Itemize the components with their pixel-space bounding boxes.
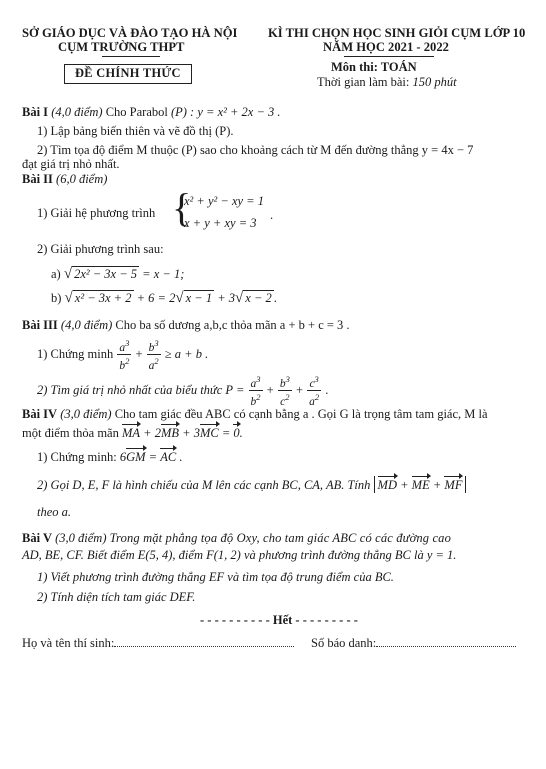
candidate-name-line xyxy=(22,636,294,651)
problem-3-points: (4,0 điểm) xyxy=(60,318,113,332)
part-b-mid: + 6 = 2 xyxy=(136,291,176,305)
q1-tail: ≥ a + b . xyxy=(164,346,209,361)
q1-lead: 1) Chứng minh: xyxy=(37,450,117,464)
end-marker: - - - - - - - - - - Hết - - - - - - - - - xyxy=(200,613,358,627)
system-equation-2: x + y + xy = 3 xyxy=(184,216,257,230)
problem-3-question-2 xyxy=(37,373,328,408)
problem-1-equation: (P) : y = x² + 2x − 3 . xyxy=(170,105,281,119)
sqrt-symbol: √ xyxy=(235,290,244,306)
fraction-c3-a2: $\frac{c^3}{a^2}$ xyxy=(309,374,320,408)
problem-1-question-1: 1) Lập bảng biến thiên và vẽ đồ thị (P). xyxy=(37,124,234,138)
q1-lead: 1) Chứng minh xyxy=(37,346,114,361)
problem-5-title: Bài V xyxy=(22,531,52,545)
problem-4-points: (3,0 điểm) xyxy=(60,407,112,421)
q2-lead: 2) Gọi D, E, F là hình chiếu của M lên các cạnh BC, CA, AB. Tính xyxy=(37,478,371,492)
department-line-1: SỞ GIÁO DỤC VÀ ĐÀO TẠO HÀ NỘI xyxy=(22,26,238,40)
problem-4-title: Bài IV xyxy=(22,407,58,421)
vector-equation: MA + 2MB + 3MC = 0. xyxy=(121,426,243,440)
sqrt-symbol: √ xyxy=(63,266,73,282)
part-a-rest: = x − 1; xyxy=(142,267,185,281)
condition-lead: một điểm thỏa mãn xyxy=(22,426,119,440)
problem-4-intro: Cho tam giác đều ABC có cạnh bằng a . Gọi G là trọng tâm tam giác, M là xyxy=(114,407,488,421)
sqrt-symbol: √ xyxy=(175,290,184,306)
plus-sign: + xyxy=(266,382,274,397)
part-b-label: b) xyxy=(51,291,62,305)
exam-title-underline xyxy=(344,56,434,57)
problem-4-question-2-cont: theo a. xyxy=(37,505,72,519)
problem-3-title: Bài III xyxy=(22,318,58,332)
system-equation-1: x² + y² − xy = 1 xyxy=(184,194,264,208)
fraction-a3-b2: $\frac{a^3}{b^2}$ xyxy=(119,338,130,372)
q2-lead: 2) Tìm giá trị nhỏ nhất của biểu thức P = xyxy=(37,382,245,397)
problem-5-question-1: 1) Viết phương trình đường thẳng EF và tìm tọa độ trung điểm của BC. xyxy=(37,570,394,584)
q2-tail: . xyxy=(325,382,329,397)
problem-4-question-2 xyxy=(37,476,466,493)
problem-5-line-2: AD, BE, CF. Biết điểm E(5, 4), điểm F(1, 2) và phương trình đường thẳng BC là y = 1. xyxy=(22,548,457,562)
sqrt-symbol: √ xyxy=(64,290,73,306)
candidate-id-line xyxy=(311,636,516,651)
problem-2-part-a xyxy=(51,266,184,283)
candidate-id-label: Số báo danh: xyxy=(311,636,377,650)
problem-1-points: (4,0 điểm) xyxy=(51,105,103,119)
problem-5-heading xyxy=(22,531,451,546)
fraction-b3-a2: $\frac{b^3}{a^2}$ xyxy=(148,338,159,372)
problem-3-question-1 xyxy=(37,337,208,372)
vector-magnitude: MD + ME + MF xyxy=(374,476,467,493)
candidate-name-field[interactable] xyxy=(114,646,294,647)
problem-4-heading xyxy=(22,407,488,422)
part-a-label: a) xyxy=(51,267,61,281)
problem-2-heading xyxy=(22,172,107,187)
problem-5-line-1: Trong mặt phẳng tọa độ Oxy, cho tam giác ABC có các đường cao xyxy=(109,531,451,545)
part-b-mid-2: + 3 xyxy=(217,291,236,305)
part-b-radicand-3: x − 2 xyxy=(245,291,272,305)
problem-2-title: Bài II xyxy=(22,172,53,186)
exam-title-line-1: KÌ THI CHỌN HỌC SINH GIỎI CỤM LỚP 10 xyxy=(268,26,526,40)
problem-2-part-b xyxy=(51,290,277,307)
department-line-2: CỤM TRƯỜNG THPT xyxy=(58,40,185,54)
problem-2-question-1: 1) Giải hệ phương trình xyxy=(37,206,156,220)
department-underline xyxy=(102,56,160,57)
candidate-id-field[interactable] xyxy=(376,646,516,647)
problem-1-title: Bài I xyxy=(22,105,49,119)
problem-1-intro: Cho Parabol xyxy=(105,105,168,119)
problem-3-intro: Cho ba số dương a,b,c thỏa mãn a + b + c = 3 . xyxy=(115,318,350,332)
part-a-radicand: 2x² − 3x − 5 xyxy=(74,267,138,281)
problem-1-heading xyxy=(22,105,281,120)
part-b-end: . xyxy=(273,291,277,305)
official-exam-label: ĐỀ CHÍNH THỨC xyxy=(64,64,192,84)
system-period: . xyxy=(270,208,274,222)
problem-2-question-2: 2) Giải phương trình sau: xyxy=(37,242,164,256)
problem-5-points: (3,0 điểm) xyxy=(55,531,107,545)
problem-4-question-1 xyxy=(37,448,182,465)
problem-5-question-2: 2) Tính diện tích tam giác DEF. xyxy=(37,590,196,604)
part-b-radicand-2: x − 1 xyxy=(185,291,213,305)
part-b-radicand-1: x² − 3x + 2 xyxy=(74,291,132,305)
fraction-a3-b2: $\frac{a^3}{b^2}$ xyxy=(250,374,261,408)
exam-title-line-2: NĂM HỌC 2021 - 2022 xyxy=(323,40,449,54)
vector-proof: 6GM = AC . xyxy=(119,450,183,464)
time-value: 150 phút xyxy=(412,75,457,89)
time-label: Thời gian làm bài: xyxy=(317,75,410,89)
problem-4-condition xyxy=(22,424,243,441)
fraction-b3-c2: $\frac{b^3}{c^2}$ xyxy=(279,374,290,408)
time-allowed xyxy=(317,75,457,90)
candidate-name-label: Họ và tên thí sinh: xyxy=(22,636,115,650)
subject-label: Môn thi: TOÁN xyxy=(331,60,417,74)
plus-sign: + xyxy=(295,382,303,397)
problem-3-heading xyxy=(22,318,350,333)
system-brace: { xyxy=(172,185,192,230)
problem-2-points: (6,0 điểm) xyxy=(56,172,108,186)
problem-1-question-2-cont: đạt giá trị nhỏ nhất. xyxy=(22,157,120,171)
plus-sign: + xyxy=(135,346,143,361)
problem-1-question-2: 2) Tìm tọa độ điểm M thuộc (P) sao cho khoảng cách từ M đến đường thẳng y = 4x − 7 xyxy=(37,143,474,157)
